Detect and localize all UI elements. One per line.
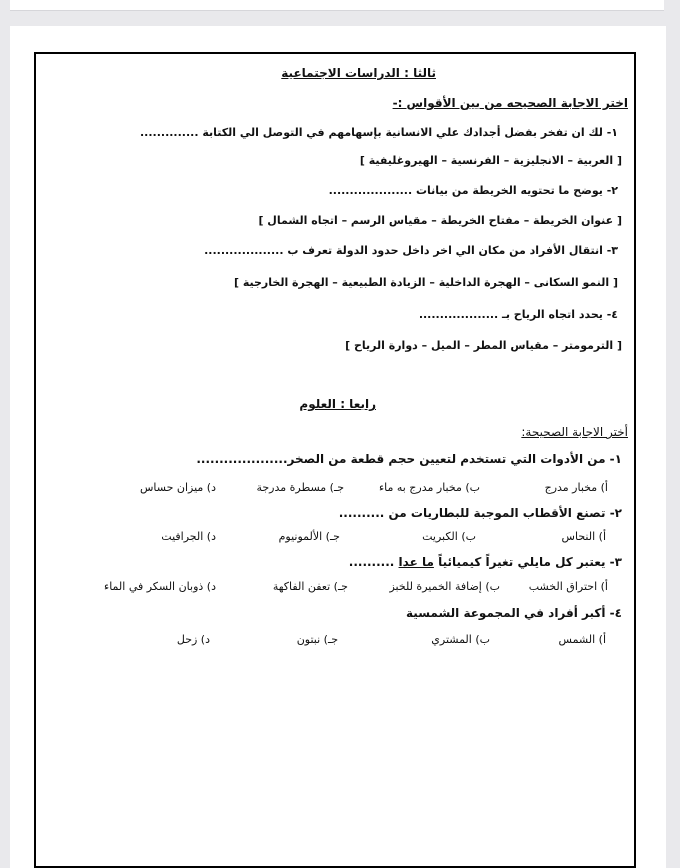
science-q3 [349,555,622,569]
science-q3-option-a: أ) احتراق الخشب [528,580,608,593]
science-q1-option-b: ب) مخبار مدرج به ماء [378,481,480,494]
science-instruction: أختر الاجابة الصحيحة: [521,425,628,439]
science-heading: رابعا : العلوم [299,397,376,411]
science-q4-option-d: د) زحل [176,633,210,646]
social-q4-options: [ الترمومتر – مقياس المطر – الميل – دوارة الرياح ] [345,339,622,352]
science-q2-option-b: ب) الكبريت [422,530,476,543]
social-q2-options: [ عنوان الخريطة – مفتاح الخريطة – مقياس الرسم – اتجاه الشمال ] [258,214,622,227]
science-q1-text: ١- من الأدوات التي تستخدم لتعيين حجم قطعة من الصخر [287,452,622,466]
science-q1-dots: .................... [196,452,288,466]
science-q4-option-c: جـ) نبتون [296,633,338,646]
science-q1-option-d: د) ميزان حساس [140,481,216,494]
science-q3-dots: .......... [348,555,395,569]
science-q2 [339,506,622,520]
science-q2-option-a: أ) النحاس [561,530,606,543]
science-q1 [196,452,622,466]
science-q4: ٤- أكبر أفراد في المجموعة الشمسية [406,606,622,620]
social-q3: ٣- انتقال الأفراد من مكان الي اخر داخل حدود الدولة تعرف ب ................... [204,244,618,257]
social-instruction: اختر الاجابة الصحيحه من بين الأقواس :- [392,96,628,110]
science-q2-dots: .......... [338,506,385,520]
science-q2-option-c: جـ) الألمونيوم [278,530,340,543]
social-q3-options: [ النمو السكانى – الهجرة الداخلية – الزيادة الطبيعية – الهجرة الخارجية ] [233,276,618,289]
science-q3-except: ما عدا [398,555,434,569]
science-q2-text: ٢- تصنع الأقطاب الموجبة للبطاريات من [388,506,622,520]
science-q3-text: ٣- يعتبر كل مايلي تغيراً كيميائياً [438,555,622,569]
social-heading: ثالثا : الدراسات الاجتماعية [281,66,436,80]
science-q4-option-a: أ) الشمس [558,633,606,646]
social-q1-options: [ العربية – الانجليزية – الفرنسية – الهيروغليفية ] [359,154,622,167]
social-q4: ٤- يحدد اتجاه الرياح بـ ................... [418,308,618,321]
social-q2: ٢- يوضح ما تحتويه الخريطة من بيانات .................... [328,184,618,197]
science-q1-option-a: أ) مخبار مدرج [544,481,608,494]
worksheet-page [10,26,666,868]
science-q4-option-b: ب) المشتري [431,633,490,646]
social-q1: ١- لك ان تفخر بفضل أجدادك علي الانسانية بإسهامهم في التوصل الي الكتابة .............. [140,126,618,139]
science-q3-option-b: ب) إضافة الخميرة للخبز [389,580,500,593]
science-q1-option-c: جـ) مسطرة مدرجة [256,481,344,494]
previous-page-edge [10,0,664,11]
science-q3-option-c: جـ) تعفن الفاكهة [272,580,348,593]
science-q2-option-d: د) الجرافيت [161,530,216,543]
science-q3-option-d: د) ذوبان السكر في الماء [104,580,216,593]
